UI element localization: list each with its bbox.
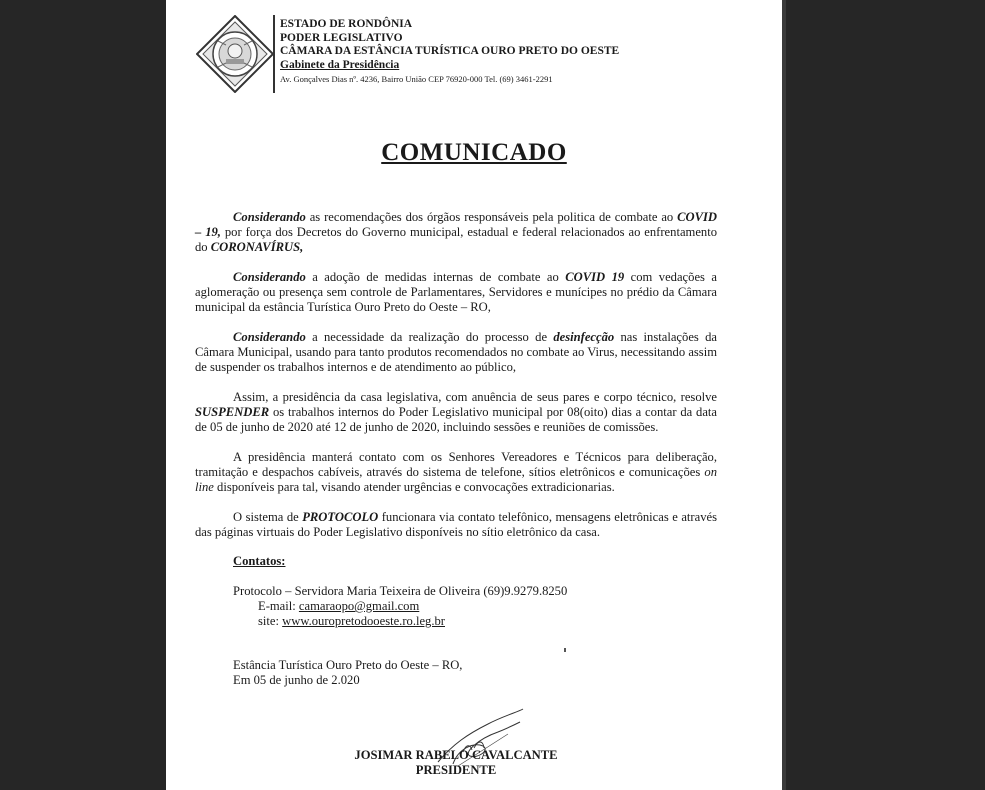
closing-block	[233, 658, 462, 688]
p5-online: on line	[195, 465, 717, 494]
document-body	[195, 210, 717, 555]
letterhead-divider	[273, 15, 275, 93]
email-label: E-mail:	[258, 599, 299, 613]
p2-text-1: a adoção de medidas internas de combate ao	[305, 270, 566, 284]
letterhead-text	[280, 18, 619, 86]
paragraph-3	[195, 330, 717, 375]
p1-text-2: por força dos Decretos do Governo municipal, estadual e federal relacionados ao enfrentamento do	[195, 225, 718, 254]
contact-protocolo: Protocolo – Servidora Maria Teixeira de Oliveira (69)9.9279.8250	[233, 584, 568, 598]
p3-text-2: nas instalações da Câmara Municipal, usando para tanto produtos recomendados no combate ao Virus, necessitando assim de suspender os trabalhos internos e de atendimento ao público,	[195, 330, 717, 374]
p4-text-2: os trabalhos internos do Poder Legislativo municipal por 08(oito) dias a contar da data de 05 de junho de 2020 até 12 de junho de 2020, incluindo sessões e reuniões de comissões.	[195, 405, 717, 434]
document-title: COMUNICADO	[381, 139, 567, 166]
contacts-section	[233, 554, 567, 629]
p5-text-2: disponíveis para tal, visando atender urgências e convocações extradicionarias.	[213, 480, 615, 494]
paragraph-6	[195, 510, 717, 540]
paragraph-4	[195, 390, 717, 435]
scan-mark	[564, 648, 566, 652]
page-edge-shadow	[782, 0, 786, 790]
p1-text-1: as recomendações dos órgãos responsáveis pela politica de combate ao	[305, 210, 678, 224]
closing-date: Em 05 de junho de 2.020	[233, 673, 360, 687]
p1-lead: Considerando	[233, 210, 306, 224]
chamber-address: Av. Gonçalves Dias nº. 4236, Bairro União CEP 76920-000 Tel. (69) 3461-2291	[280, 74, 553, 84]
p6-protocolo: PROTOCOLO	[302, 510, 379, 524]
signer-name: JOSIMAR RABELO CAVALCANTE	[354, 748, 558, 762]
chamber-seal-icon	[196, 15, 274, 93]
cabinet-name: Gabinete da Presidência	[280, 58, 400, 71]
email-link[interactable]: camaraopo@gmail.com	[298, 599, 420, 613]
paragraph-5	[195, 450, 717, 495]
contact-site-row	[233, 614, 567, 629]
p6-text-1: O sistema de	[233, 510, 303, 524]
letterhead	[196, 15, 756, 95]
paragraph-1	[195, 210, 717, 255]
state-name: ESTADO DE RONDÔNIA	[280, 18, 413, 30]
p5-text-1: A presidência manterá contato com os Senhores Vereadores e Técnicos para deliberação, tramitação e despachos cabíveis, através do sistema de telefone, sítios eletrônicos e comunicações	[195, 450, 717, 479]
closing-place: Estância Turística Ouro Preto do Oeste – RO,	[233, 658, 463, 672]
paragraph-2	[195, 270, 717, 315]
site-label: site:	[258, 614, 283, 628]
p2-text-2: com vedações a aglomeração ou presença sem controle de Parlamentares, Servidores e munícipes no prédio da Câmara municipal da estância Turística Ouro Preto do Oeste – RO,	[195, 270, 717, 314]
signer-block	[166, 748, 746, 778]
p3-desinfeccao: desinfecção	[553, 330, 615, 344]
p6-text-2: funcionara via contato telefônico, mensagens eletrônicas e através das páginas virtuais do Poder Legislativo disponíveis no sítio eletrônico da casa.	[195, 510, 717, 539]
site-link[interactable]: www.ouropretodooeste.ro.leg.br	[282, 614, 445, 628]
p2-lead: Considerando	[233, 270, 306, 284]
signer-role: PRESIDENTE	[415, 763, 497, 777]
p2-covid: COVID 19	[565, 270, 625, 284]
contact-email-row	[233, 599, 567, 614]
p3-lead: Considerando	[233, 330, 306, 344]
chamber-name: CÂMARA DA ESTÂNCIA TURÍSTICA OURO PRETO DO OESTE	[280, 45, 620, 57]
p4-suspender: SUSPENDER	[195, 405, 270, 419]
document-page	[166, 0, 782, 790]
p1-covid: COVID – 19,	[195, 210, 717, 239]
p3-text-1: a necessidade da realização do processo de	[305, 330, 554, 344]
power-name: PODER LEGISLATIVO	[280, 31, 403, 44]
contacts-heading: Contatos:	[233, 554, 286, 568]
p4-text-1: Assim, a presidência da casa legislativa, com anuência de seus pares e corpo técnico, resolve	[233, 390, 717, 404]
p1-coronavirus: CORONAVÍRUS,	[210, 240, 304, 254]
